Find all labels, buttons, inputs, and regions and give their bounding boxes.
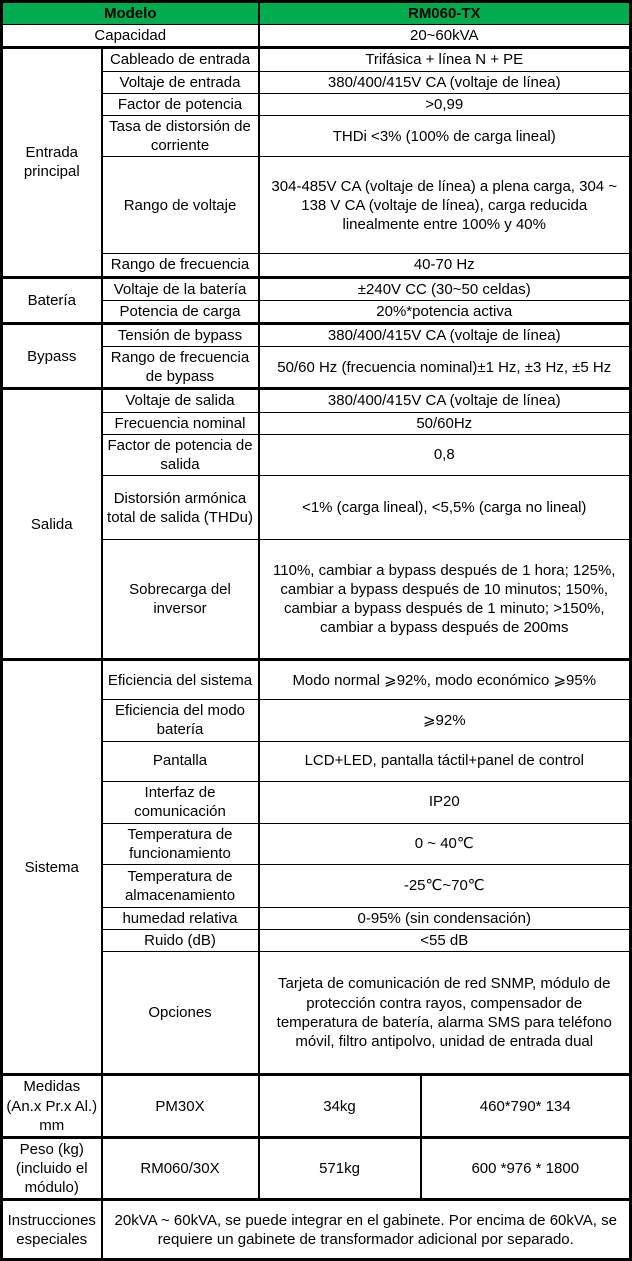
param-label: Ruido (dB) bbox=[102, 930, 259, 952]
param-value: 50/60 Hz (frecuencia nominal)±1 Hz, ±3 Hz, ±5 Hz bbox=[259, 347, 631, 389]
param-label: Tensión de bypass bbox=[102, 323, 259, 346]
capacidad-label: Capacidad bbox=[2, 25, 259, 48]
param-value: 50/60Hz bbox=[259, 412, 631, 434]
param-value: 0,8 bbox=[259, 434, 631, 475]
param-value: ⩾92% bbox=[259, 700, 631, 741]
medidas-label: Medidas (An.x Pr.x Al.) mm bbox=[2, 1075, 102, 1138]
param-label: Sobrecarga del inversor bbox=[102, 540, 259, 660]
row-medidas bbox=[2, 1075, 631, 1138]
section-label-bateria: Batería bbox=[2, 277, 102, 323]
section-label-entrada: Entrada principal bbox=[2, 48, 102, 277]
medidas-dimensions: 460*790* 134 bbox=[421, 1075, 631, 1138]
param-value: 20%*potencia activa bbox=[259, 300, 631, 323]
param-value: 0-95% (sin condensación) bbox=[259, 907, 631, 929]
row-eficiencia-sistema bbox=[2, 660, 631, 700]
medidas-model: PM30X bbox=[102, 1075, 259, 1138]
param-label: Cableado de entrada bbox=[102, 48, 259, 71]
param-value: 380/400/415V CA (voltaje de línea) bbox=[259, 71, 631, 93]
param-value: 40-70 Hz bbox=[259, 254, 631, 277]
row-tension-bypass bbox=[2, 323, 631, 346]
row-instrucciones bbox=[2, 1200, 631, 1260]
param-value: 304-485V CA (voltaje de línea) a plena carga, 304 ~ 138 V CA (voltaje de línea), carga reducida linealmente entre 100% y 40% bbox=[259, 157, 631, 254]
medidas-weight: 34kg bbox=[259, 1075, 421, 1138]
param-label: Eficiencia del modo batería bbox=[102, 700, 259, 741]
peso-dimensions: 600 *976 * 1800 bbox=[421, 1137, 631, 1200]
instrucciones-value: 20kVA ~ 60kVA, se puede integrar en el gabinete. Por encima de 60kVA, se requiere un gabinete de transformador adicional por separado. bbox=[102, 1200, 631, 1260]
section-label-salida: Salida bbox=[2, 389, 102, 660]
param-value: 0 ~ 40℃ bbox=[259, 823, 631, 864]
param-label: Voltaje de salida bbox=[102, 389, 259, 412]
param-label: Voltaje de entrada bbox=[102, 71, 259, 93]
row-cableado-entrada bbox=[2, 48, 631, 71]
param-label: Opciones bbox=[102, 952, 259, 1075]
param-label: Rango de voltaje bbox=[102, 157, 259, 254]
param-value: LCD+LED, pantalla táctil+panel de control bbox=[259, 741, 631, 781]
param-label: Eficiencia del sistema bbox=[102, 660, 259, 700]
peso-model: RM060/30X bbox=[102, 1137, 259, 1200]
param-value: >0,99 bbox=[259, 93, 631, 115]
param-label: Frecuencia nominal bbox=[102, 412, 259, 434]
param-value: 110%, cambiar a bypass después de 1 hora; 125%, cambiar a bypass después de 10 minutos; 150%, cambiar a bypass después de 1 minuto; >150%, cambiar a bypass después de 200ms bbox=[259, 540, 631, 660]
param-label: Rango de frecuencia de bypass bbox=[102, 347, 259, 389]
capacidad-row bbox=[2, 25, 631, 48]
row-peso bbox=[2, 1137, 631, 1200]
param-label: Factor de potencia de salida bbox=[102, 434, 259, 475]
header-row bbox=[2, 2, 631, 25]
param-label: Tasa de distorsión de corriente bbox=[102, 115, 259, 156]
section-label-bypass: Bypass bbox=[2, 323, 102, 389]
param-value: 380/400/415V CA (voltaje de línea) bbox=[259, 323, 631, 346]
peso-weight: 571kg bbox=[259, 1137, 421, 1200]
section-label-sistema: Sistema bbox=[2, 660, 102, 1075]
param-value: <1% (carga lineal), <5,5% (carga no lineal) bbox=[259, 476, 631, 540]
model-header-value: RM060-TX bbox=[259, 2, 631, 25]
param-value: Trifásica + línea N + PE bbox=[259, 48, 631, 71]
param-label: Temperatura de almacenamiento bbox=[102, 864, 259, 907]
param-value: IP20 bbox=[259, 781, 631, 823]
param-value: Tarjeta de comunicación de red SNMP, módulo de protección contra rayos, compensador de temperatura de batería, alarma SMS para teléfono móvil, filtro antipolvo, unidad de entrada dual bbox=[259, 952, 631, 1075]
row-voltaje-bateria bbox=[2, 277, 631, 300]
param-label: Pantalla bbox=[102, 741, 259, 781]
param-value: Modo normal ⩾92%, modo económico ⩾95% bbox=[259, 660, 631, 700]
param-value: ±240V CC (30~50 celdas) bbox=[259, 277, 631, 300]
param-label: Interfaz de comunicación bbox=[102, 781, 259, 823]
param-label: Rango de frecuencia bbox=[102, 254, 259, 277]
model-header-label: Modelo bbox=[2, 2, 259, 25]
param-value: THDi <3% (100% de carga lineal) bbox=[259, 115, 631, 156]
param-value: <55 dB bbox=[259, 930, 631, 952]
peso-label: Peso (kg) (incluido el módulo) bbox=[2, 1137, 102, 1200]
param-label: Factor de potencia bbox=[102, 93, 259, 115]
param-value: -25℃~70℃ bbox=[259, 864, 631, 907]
param-label: humedad relativa bbox=[102, 907, 259, 929]
param-label: Potencia de carga bbox=[102, 300, 259, 323]
param-label: Temperatura de funcionamiento bbox=[102, 823, 259, 864]
instrucciones-label: Instrucciones especiales bbox=[2, 1200, 102, 1260]
param-label: Voltaje de la batería bbox=[102, 277, 259, 300]
param-label: Distorsión armónica total de salida (THDu) bbox=[102, 476, 259, 540]
param-value: 380/400/415V CA (voltaje de línea) bbox=[259, 389, 631, 412]
row-voltaje-salida bbox=[2, 389, 631, 412]
capacidad-value: 20~60kVA bbox=[259, 25, 631, 48]
